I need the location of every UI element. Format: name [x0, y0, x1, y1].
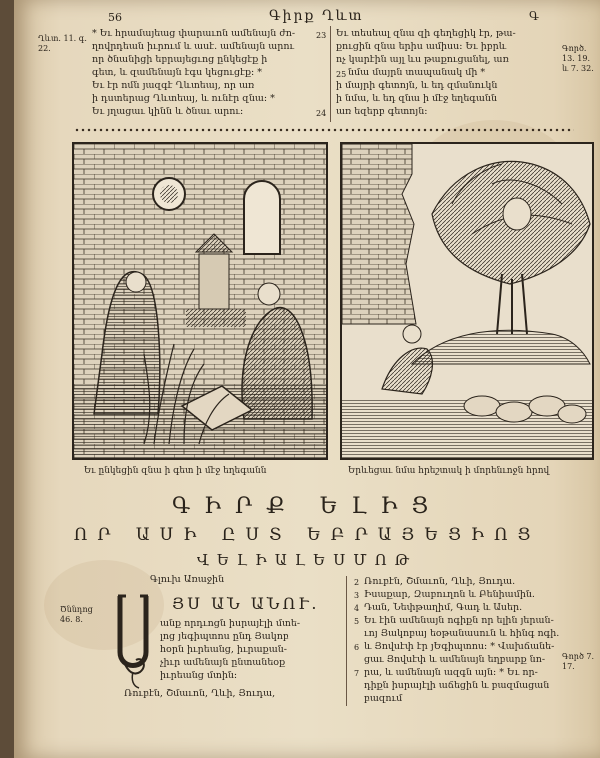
- text-line: հօրն իւրեանց, իւրաքան-: [160, 644, 287, 655]
- text-line: Եւ տեսեալ զնա զի գեղեցիկ էր, թա-: [336, 28, 516, 39]
- text-line: րա, և ամենայն ազգն այն։ * Եւ որ-: [364, 667, 538, 678]
- verse-number: 25: [336, 70, 347, 79]
- text-line: ի դստերաց Ղևտեայ, և ունէր զնա։ *: [92, 93, 275, 104]
- woodcut-burning-bush: [340, 142, 594, 460]
- text-line: քուցին զնա երիս ամիսս։ Եւ իբրև: [336, 41, 507, 52]
- verse-number: 24: [316, 109, 327, 118]
- text-line: ոչ կարէին այլ ևս թաքուցանել, առ: [336, 54, 509, 65]
- running-title: Գիրք Ղևտ: [269, 8, 364, 24]
- text-line: Եւ էր ոմն յազգէ Ղևտեայ, որ առ: [92, 80, 255, 91]
- text-line: ցաւ Յովսէփ և ամենայն եղբարք նո-: [364, 654, 546, 665]
- book-hebrew-title: ՎԵԼԻԱԼԵՍՄՈԹ: [196, 551, 418, 569]
- woodcut-illustration: [74, 144, 326, 458]
- text-line: ւոյ Յակոբայ եօթանասուն և հինգ ոգի.: [364, 628, 560, 639]
- ornamental-rule: [74, 128, 574, 132]
- verse-number: 23: [316, 31, 327, 40]
- text-line: Ռուբէն, Շմաւոն, Ղևի, Յուդա,: [124, 688, 276, 699]
- drop-cap: [114, 592, 152, 692]
- text-line: Ռուբէն, Շմաւոն, Ղևի, Յուդա.: [364, 576, 516, 587]
- page-number-left: 56: [108, 12, 122, 24]
- verse-number: 5: [354, 617, 360, 626]
- text-line: բազում: [364, 693, 403, 704]
- verse-number: 6: [354, 643, 360, 652]
- text-line: ղովրդեան իւրում և ասէ. ամենայն արու: [92, 41, 295, 52]
- text-line: որ ծնանիցի եբրայեցւոց ընկեցէք ի: [92, 54, 268, 65]
- chapter-label: Գլուխ Առաջին: [150, 574, 225, 585]
- verse-number: 4: [354, 604, 360, 613]
- woodcut-illustration: [342, 144, 592, 458]
- book-page: [14, 0, 600, 758]
- margin-note-bottom-right: Գործ 7. 17.: [562, 652, 595, 671]
- text-line: չիւր ամենայն ընտանեօք: [160, 657, 286, 668]
- text-line: * Եւ հրամայեաց փարաւոն ամենայն ժո-: [92, 28, 296, 39]
- text-line: առ եզերբ գետոյն։: [336, 106, 428, 117]
- text-line: Եւ էին ամենայն ոգիքն որ ելին յերան-: [364, 615, 554, 626]
- text-line: անք որդւոցն իսրայէլի մտե-: [160, 618, 301, 629]
- text-line: դիքն իսրայէլի աճեցին և բազմացան: [364, 680, 550, 691]
- text-line: Իսաքար, Զաբուղոն և Բենիամին.: [364, 589, 535, 600]
- column-divider: [346, 576, 347, 706]
- page-number-right: Գ: [529, 10, 539, 23]
- column-divider: [330, 26, 331, 122]
- text-line: Եւ յղացաւ կինն և ծնաւ արու։: [92, 106, 244, 117]
- text-line: լոց յեգիպտոս ընդ Յակոբ: [160, 631, 289, 642]
- text-line: Դան, Նեփթաղիմ, Գադ և Ասեր.: [364, 602, 523, 613]
- text-line: գետ, և զամենայն էգս կեցուցէք։ *: [92, 67, 262, 78]
- caption-right: Երևեցաւ նմա հրեշտակ ի մորենւոջն հրով: [348, 466, 550, 476]
- margin-note-chapter: Ծննդոց 46. 8.: [60, 605, 93, 624]
- verse-number: 2: [354, 578, 360, 587]
- caption-left: Եւ ընկեցին զնա ի գետ ի մէջ եղեգանն: [84, 466, 267, 476]
- text-line: և Յովսէփ էր յԵգիպտոս։ * Վախճանե-: [364, 641, 555, 652]
- text-line: ի մայրի գետոյն, և եդ զմանուկն: [336, 80, 498, 91]
- margin-note-right: Գործ. 13. 19. և 7. 32.: [562, 44, 594, 73]
- chapter-first-line: ՅՍ ԱՆ ԱՆՈՒ.: [172, 594, 320, 613]
- book-subtitle: ՈՐ ԱՍԻ ԸՍՏ ԵԲՐԱՅԵՑԻՈՑ: [73, 525, 541, 545]
- text-line: ի նմա, և եդ զնա ի մէջ եղեգանն: [336, 93, 497, 104]
- margin-note-left: Ղևտ. 11. գ. 22.: [38, 34, 87, 53]
- verse-number: 3: [354, 591, 360, 600]
- verse-number: 7: [354, 669, 360, 678]
- text-line: իւրեանց մտին։: [160, 670, 238, 681]
- woodcut-moses-basket: [72, 142, 328, 460]
- book-title: ԳԻՐՔ ԵԼԻՑ: [172, 494, 442, 519]
- ornamental-initial-icon: [114, 592, 152, 692]
- text-line: նմա մայրն տապանակ մի *: [348, 67, 486, 78]
